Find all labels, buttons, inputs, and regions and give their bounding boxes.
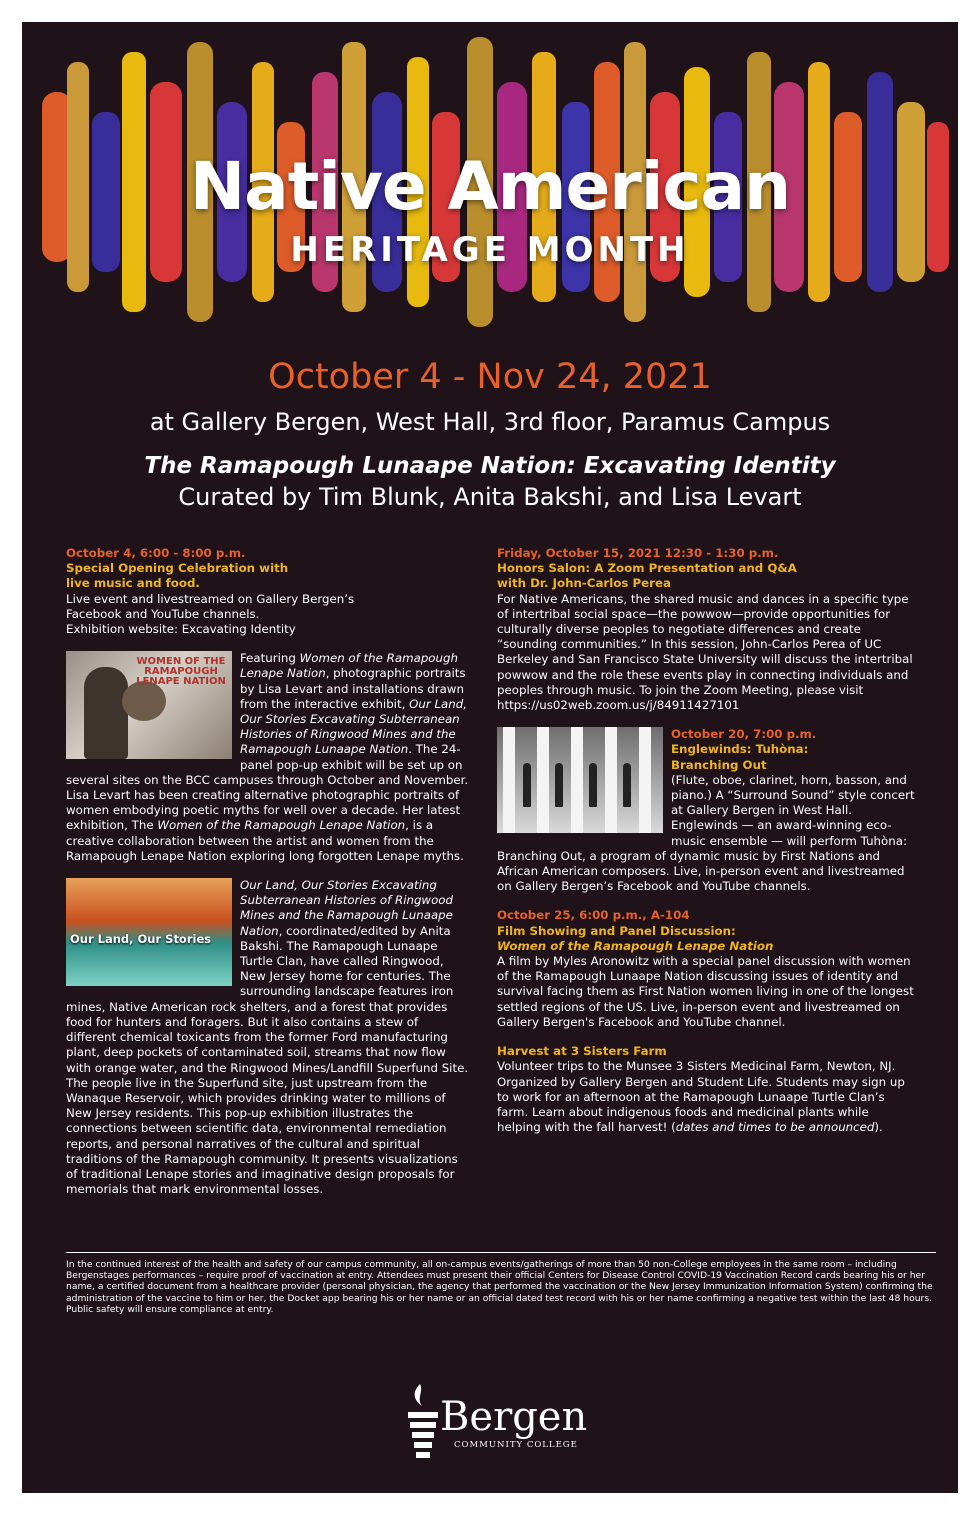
event-englewinds <box>497 727 915 894</box>
englewinds-photo <box>497 727 663 833</box>
pillar <box>537 727 549 833</box>
ourland-section <box>66 878 470 1197</box>
event-honors-title1: Honors Salon: A Zoom Presentation and Q&A <box>497 561 797 576</box>
women-photo-caption: WOMEN OF THE RAMAPOUGH LENAPE NATION <box>136 656 226 688</box>
musician <box>555 763 563 807</box>
left-column <box>66 546 470 1211</box>
event-honors-title2: with Dr. John-Carlos Perea <box>497 576 671 591</box>
women-text-3: . The 24-panel pop-up exhibit will be set up on several sites on the BCC campuses through October and November. Lisa Levart has been creating alternative photographic portraits of women embodying poetic myths for well over a decade. Her latest exhibition, The <box>66 742 469 833</box>
poster <box>22 22 958 1493</box>
event-film-body: A film by Myles Aronowitz with a special panel discussion with women of the Ramapough Lunaape Nation discussing issues of identity and survival facing them as First Nation women living in one of the longest settled regions of the US. Live, in-person event and livestreamed on Gallery Bergen's Facebook and YouTube channel. <box>497 954 914 1029</box>
event-honors-body: For Native Americans, the shared music and dances in a specific type of intertribal social space—the powwow—provide opportunities for culturally diverse peoples to negotiate differences and create “sounding communities.” In this session, John-Carlos Perea of UC Berkeley and San Francisco State University will discuss the intertribal powwow and the role these events play in connecting individuals and peoples through music. To join the Zoom Meeting, please visit https://us02web.zoom.us/j/84911427101 <box>497 591 913 713</box>
exhibition-title: The Ramapough Lunaape Nation: Excavating Identity <box>144 453 836 479</box>
right-column <box>497 546 915 1149</box>
women-text-italic-1: Women of the Ramapough Lenape Nation <box>240 651 458 681</box>
event-opening <box>66 546 470 637</box>
women-section <box>66 651 470 864</box>
pillar <box>503 727 515 833</box>
curators: Curated by Tim Blunk, Anita Bakshi, and Lisa Levart <box>178 483 802 511</box>
women-text-4: , is a creative collaboration between the artist and women from the Ramapough Lenape Nation exploring long forgotten Lenape myths. <box>66 818 464 863</box>
event-film <box>497 908 915 1030</box>
bergen-logo <box>402 1382 602 1462</box>
pillar <box>639 727 651 833</box>
event-harvest-body: Volunteer trips to the Munsee 3 Sisters Medicinal Farm, Newton, NJ. Organized by Gallery Bergen and Student Life. Students may sign up to work for an afternoon at the Ramapough Lunaape Turtle Clan’s farm. Learn about indigenous foods and medicinal plants while helping with the fall harvest! ( <box>497 1059 905 1135</box>
event-harvest-title: Harvest at 3 Sisters Farm <box>497 1044 667 1059</box>
event-englewinds-body: (Flute, oboe, clarinet, horn, basson, and piano.) A “Surround Sound” style concert at Gallery Bergen in West Hall. Englewinds — an award-winning eco-music ensemble — will perform Tuhòna: Branching Out, a program of dynamic music by First Nations and African American composers. Live, in-person event and livestreamed on Gallery Bergen’s Facebook and YouTube channels. <box>497 772 915 894</box>
title-heritage-month: HERITAGE MONTH <box>290 230 690 270</box>
event-harvest <box>497 1044 915 1135</box>
feather-fan <box>122 681 166 721</box>
musician <box>623 763 631 807</box>
women-text-italic-3: Women of the Ramapough Lenape Nation <box>157 818 406 833</box>
woman-figure <box>84 667 128 759</box>
women-text-italic-2: Our Land, Our Stories Excavating Subterranean Histories of Ringwood Mines and the Ramapough Lunaape Nation <box>240 696 467 757</box>
women-text-1: Featuring <box>240 651 300 666</box>
ourland-text: , coordinated/edited by Anita Bakshi. The Ramapough Lunaape Turtle Clan, have called Ringwood, New Jersey home for centuries. The surrounding landscape features iron mines, Native American rock shelters, and a forest that provides food for hunters and foragers. But it also contains a stew of different chemical toxicants from the former Ford manufacturing plant, deep pockets of contaminated soil, streams that now flow with orange water, and the Ringwood Mines/Landfill Superfund Site. The people live in the Superfund site, just upstream from the Wanaque Reservoir, which provides drinking water to millions of New Jersey residents. This pop-up exhibition illustrates the connections between scientific data, environmental remediation reports, and personal narratives of the cultural and spiritual traditions of the Ramapough community. It presents visualizations of traditional Lenape stories and imaginative design proposals for memorials that mark environmental losses. <box>66 923 469 1197</box>
event-opening-when: October 4, 6:00 - 8:00 p.m. <box>66 546 246 560</box>
women-photo <box>66 651 232 759</box>
torch-icon <box>402 1382 444 1460</box>
vaccination-notice: In the continued interest of the health and safety of our campus community, all on-campus events/gatherings of more than 50 non-College employees in the same room – including Bergenstages performances – require proof of vaccination at entry. Attendees must present their official Centers for Disease Control COVID-19 Vaccination Record cards bearing his or her name, a certified document from a healthcare provider (personal physician, the agency that performed the vaccination or the New Jersey Immunization Information System) confirming the administration of the vaccine to him or her, the Docket app bearing his or her name or an official dated test record with his or her name confirming a negative test within the last 48 hours. Public safety will ensure compliance at entry. <box>66 1252 936 1315</box>
logo-name: Bergen <box>440 1394 588 1440</box>
event-englewinds-title1: Englewinds: Tuhòna: <box>671 742 809 757</box>
ourland-photo-caption: Our Land, Our Stories <box>70 932 212 947</box>
event-dates: October 4 - Nov 24, 2021 <box>268 357 712 397</box>
event-englewinds-when: October 20, 7:00 p.m. <box>671 727 817 742</box>
event-film-title1: Film Showing and Panel Discussion: <box>497 923 736 938</box>
event-honors-salon <box>497 546 915 713</box>
event-honors-when: Friday, October 15, 2021 12:30 - 1:30 p.m. <box>497 546 779 560</box>
ourland-text-italic: Our Land, Our Stories Excavating Subterranean Histories of Ringwood Mines and the Ramapough Lunaape Nation <box>240 878 454 938</box>
event-opening-title2: live music and food. <box>66 576 200 591</box>
ourland-photo <box>66 878 232 986</box>
event-opening-body2: Facebook and YouTube channels. <box>66 606 260 621</box>
women-text-2: , photographic portraits by Lisa Levart and installations drawn from the interactive exhibit, <box>240 666 466 711</box>
event-opening-title1: Special Opening Celebration with <box>66 561 289 576</box>
title-native-american: Native American <box>189 148 791 225</box>
event-film-title2: Women of the Ramapough Lenape Nation <box>497 938 774 953</box>
pillar <box>605 727 617 833</box>
musician <box>589 763 597 807</box>
event-opening-body1: Live event and livestreamed on Gallery Bergen’s <box>66 591 355 606</box>
event-film-when: October 25, 6:00 p.m., A-104 <box>497 908 690 923</box>
musician <box>523 763 531 807</box>
event-location: at Gallery Bergen, West Hall, 3rd floor, Paramus Campus <box>149 408 831 436</box>
pillar <box>571 727 583 833</box>
event-harvest-tail: ). <box>874 1120 883 1135</box>
event-harvest-italic: dates and times to be announced <box>675 1120 875 1135</box>
logo-subtitle: COMMUNITY COLLEGE <box>454 1440 578 1450</box>
event-englewinds-title2: Branching Out <box>671 757 767 772</box>
event-opening-body3: Exhibition website: Excavating Identity <box>66 622 296 637</box>
